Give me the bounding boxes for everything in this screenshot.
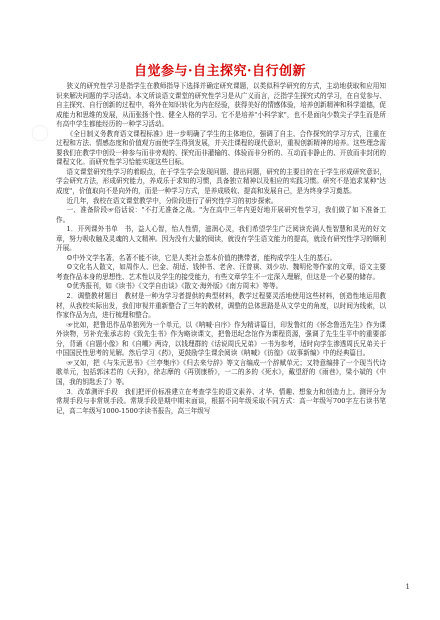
paragraph: 一、准备阶段☞俗话说："不打无准备之战。"为在高中三年内更好地开展研究性学习，我们做了如下准备工作。 xyxy=(56,206,386,224)
paragraph: 近几年，我校在语文课堂教学中，分阶段进行了研究性学习的初步探索。 xyxy=(66,196,278,205)
page-number: 1 xyxy=(405,583,410,591)
paragraph: 3．改革测评手段 我们把评价标准建立在考查学生的语文素养、才华、情趣、想象力和创造力上。测评分为常规手段与非常规手段。常规手段是期中期末面谈，根据不同年级采取不同方式：高一年级写700字左右读书笔记，高二年级写1000-1500字读书报告，高三年级写 xyxy=(56,387,386,415)
paragraph: ☺优秀报刊，如《读书》《文学自由谈》《散文·海外版》《南方周末》等等。 xyxy=(66,282,283,291)
paragraph: 语文课堂研究性学习的着眼点，在于学生学会发现问题、提出问题，研究的主要目的在于学生形成研究意识，学会研究方法，形成研究能力，养成乐于求知的习惯，具备独立精神以及相应的实践习惯。研究不是追求某种"达成度"，价值取向不是向外的，而是一种学习方式，是养成吸收、提高和发展自己，是为终身学习奠基。 xyxy=(56,167,386,196)
watermark xyxy=(25,117,54,148)
document-body xyxy=(56,82,386,416)
paragraph: 2．调整教材题目 教材是一种为学习者提供的典型材料，教学过程要灵活地使用这些材料，创造性地运用教材，从我校实际出发，我们审视并重新整合了三年的教材，调整的总体思路是从文学史的角度，以时间为线索，以作家作品为点，进行梳理和整合。 xyxy=(56,292,386,320)
paragraph: 1．开列课外书单 书，益人心智，怡人性情，滋润心灵，我们希望学生广泛阅读充满人性智慧和灵光的好文章，努力吸收触及灵魂的人文精神。因为没有大量的阅读，就没有学生语文能力的提高，就没有研究性学习的顺利开展。 xyxy=(56,225,386,253)
paragraph: ☺中外文学名著，名著不能不读，它是人类社会基本价值的携带者，能构成学生人生的基石。 xyxy=(66,253,337,262)
paragraph: 《全日制义务教育语文课程标准》进一步明确了学生的主体地位，强调了自主、合作探究的学习方式，注重在过程和方法、情感态度和价值观方面使学生得到发展，并关注课程的现代意识，重视创新精神的培养。这些理念需要我们在教学中创设一种参与而非旁观的、探究而非灌输的、体验而非分析的、互动而非静止的、开放而非封闭的课程文化。而研究性学习恰能实现这些目标。 xyxy=(56,129,386,167)
paragraph: ☺文化名人散文，如周作人、巴金、胡适、钱钟书、老舍、汪曾祺、刘少功、魏明伦等作家的文章，语文主要考查作品本身的思想性、艺术性以及学生的接受能力，有些文章学生不一定深入理解，但这是一个必要的储存。 xyxy=(56,263,386,281)
document-title: 自觉参与·自主探究·自行创新 xyxy=(133,64,307,79)
paragraph: 狭义的研究性学习是指学生在教师指导下选择并确定研究课题，以类似科学研究的方式，主动地获取和应用知识来解决问题的学习活动。本文所谈语文课堂的研究性学习是从广义而言，泛指学生探究式的学习，在自觉参与、自主探究、自行创新的过程中，将外在知识转化为内在经验，获得美好的情感体验，培养创新精神和科学道德，促成能力和思维的发展，从而张扬个性、健全人格的学习。它不是培养"小科学家"，也不是面向少数尖子学生而是所有高中学生都能经历的一种学习活动。 xyxy=(56,82,386,129)
paragraph: ☞比如，把鲁迅作品单独列为一个单元，以《呐喊·自序》作为精讲篇目，印发鲁红的《怀念鲁迅先生》作为课外读物，另补充张承志的《致先生书》作为略读课文，把鲁迅纪念馆作为课程资源，强调了先生生平中的重要部分，背诵《自题小像》和《自嘲》两诗，以钱理群的《话说周氏兄弟》一书为参考，适时向学生渗透周氏兄弟关于中国国民性思考的见解。然后学习《药》，更鼓励学生课余阅读《呐喊》《彷徨》《故事新编》中的经典篇目。 xyxy=(56,320,386,358)
paragraph: ☞又如，把《与朱元思书》《兰亭集序》《归去来兮辞》等文言编成一个辞赋单元；又特意编排了一个现当代诗歌单元，包括郭沫若的《天狗》，徐志摩的《再别康桥》，一二的多的《死水》，戴望舒的《雨巷》，梁小斌的《中国，我的钥匙丢了》等。 xyxy=(56,358,386,386)
